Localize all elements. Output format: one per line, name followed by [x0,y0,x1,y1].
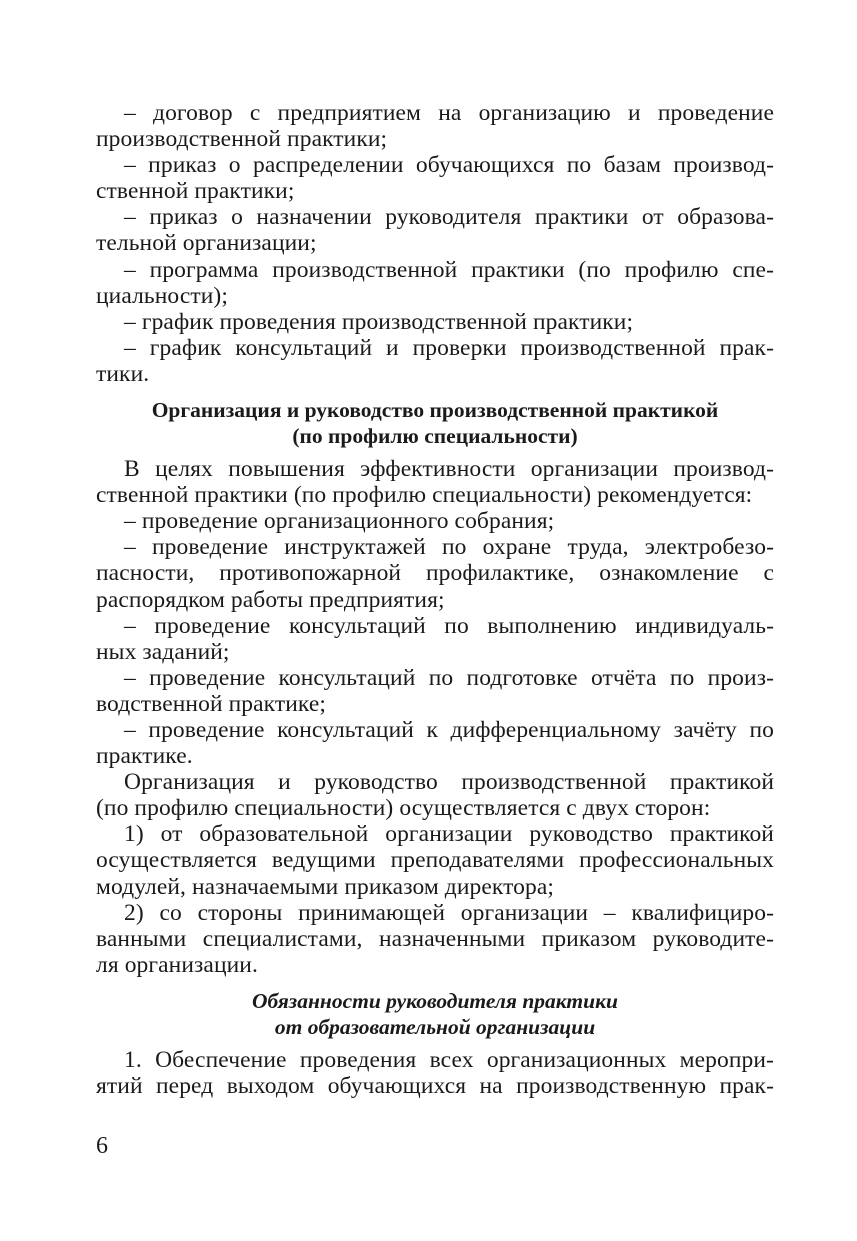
paragraph-line: В целях повышения эффективности организации производ- [124,456,774,483]
document-list-block [96,100,774,387]
list-item-line: ных заданий; [96,638,230,665]
heading-line: от образовательной организации [274,1014,596,1039]
list-item-line: распорядком работы предприятия; [96,586,445,613]
heading-line: Обязанности руководителя практики [252,988,618,1013]
paragraph-line: ственной практики (по профилю специальности) рекомендуется: [96,482,753,509]
paragraph-line: Организация и руководство производственной практикой [124,769,774,796]
list-item-line: практике. [96,743,193,770]
list-item-line: производственной практики; [96,126,388,153]
paragraph-line: 1. Обеспечение проведения всех организационных меропри- [124,1046,774,1073]
list-item-line: – проведение организационного собрания; [124,508,555,535]
list-item-line: – приказ о назначении руководителя практики от образова- [124,204,774,231]
list-item-line: – договор с предприятием на организацию и проведение [124,100,774,126]
list-item-line: тики. [96,360,150,387]
duties-section-body [96,1047,774,1099]
paragraph-line: 1) от образовательной организации руководство практикой [124,821,774,848]
page-number: 6 [96,1133,108,1159]
paragraph-line: (по профилю специальности) осуществляется с двух сторон: [96,795,711,822]
list-item-line: пасности, противопожарной профилактике, ознакомление с [96,560,774,587]
heading-line: (по профилю специальности) [292,424,578,449]
paragraph-line: модулей, назначаемыми приказом директора; [96,873,555,900]
paragraph-line: ванными специалистами, назначенными приказом руководите- [96,925,774,952]
paragraph-line: ля организации. [96,951,258,978]
list-item-line: – график проведения производственной практики; [124,308,634,335]
list-item-line: – график консультаций и проверки производственной прак- [124,334,774,361]
page-content [96,100,774,1099]
paragraph-line: 2) со стороны принимающей организации – квалифициро- [124,899,774,926]
paragraph-line: ятий перед выходом обучающихся на производственную прак- [96,1073,774,1099]
list-item-line: – приказ о распределении обучающихся по базам производ- [124,152,774,179]
list-item-line: – проведение инструктажей по охране труда, электробезо- [124,534,774,561]
list-item-line: – проведение консультаций по выполнению индивидуаль- [124,612,774,639]
list-item-line: – проведение консультаций к дифференциальному зачёту по [124,716,774,743]
section-heading-organization [96,397,774,449]
heading-line: Организация и руководство производственной практикой [151,398,719,423]
list-item-line: – программа производственной практики (по профилю спе- [124,256,774,283]
list-item-line: циальности); [96,282,228,309]
section-heading-duties [96,988,774,1040]
paragraph-line: осуществляется ведущими преподавателями профессиональных [96,847,774,874]
list-item-line: – проведение консультаций по подготовке отчёта по произ- [124,664,774,691]
list-item-line: тельной организации; [96,230,317,257]
organization-section-body [96,456,774,978]
list-item-line: водственной практике; [96,690,327,717]
list-item-line: ственной практики; [96,178,295,205]
